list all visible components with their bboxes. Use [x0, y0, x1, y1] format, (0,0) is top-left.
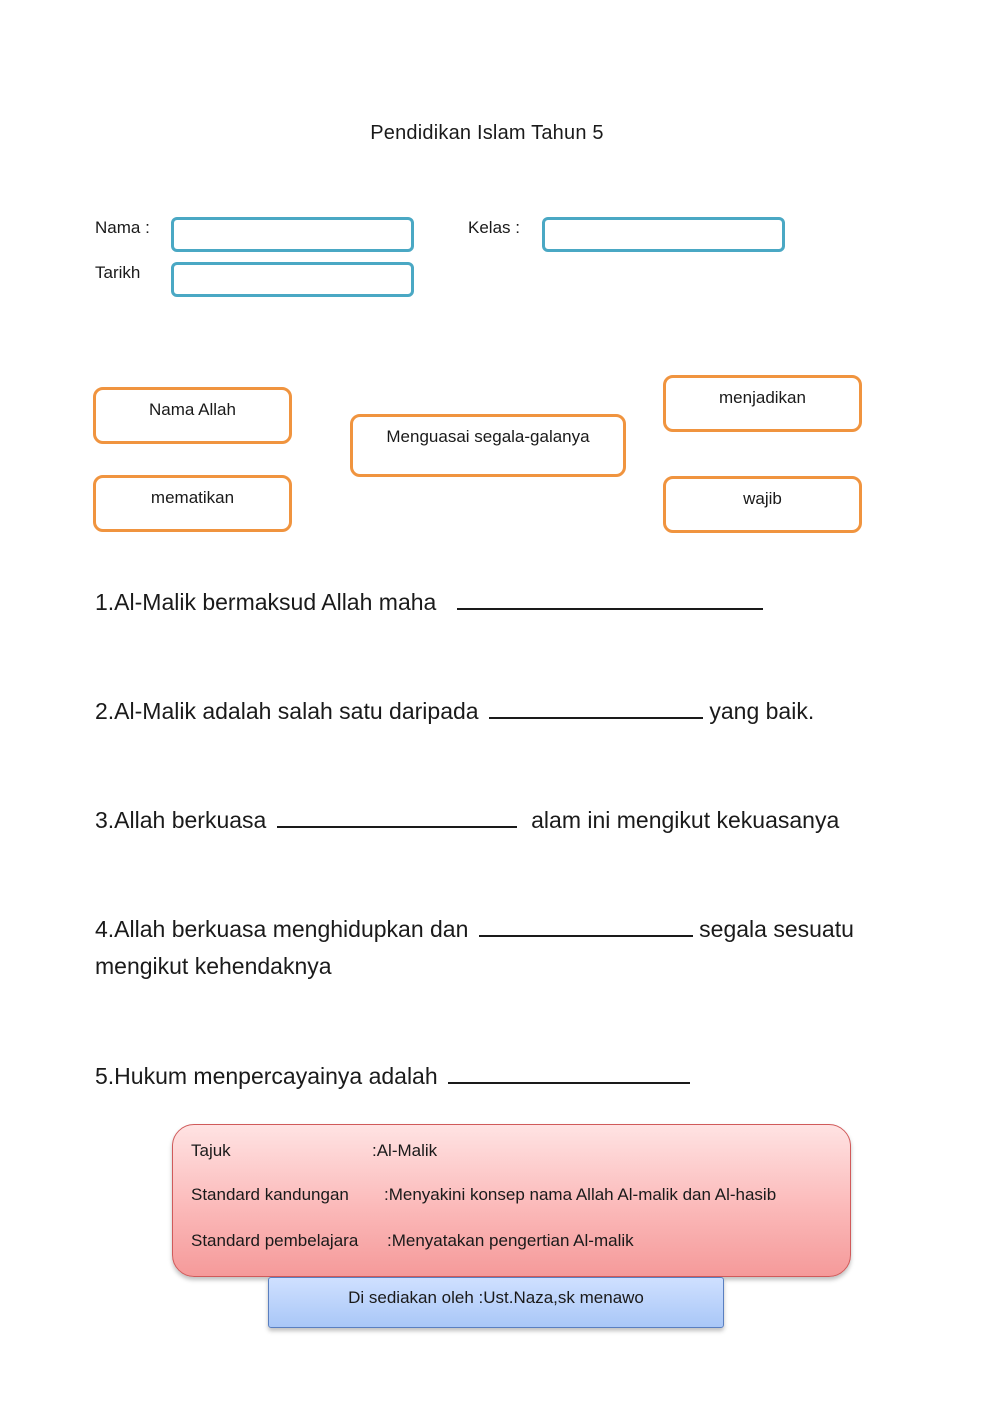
question-3 [95, 802, 839, 839]
question-3-blank[interactable] [277, 802, 517, 828]
word-nama-allah[interactable]: Nama Allah [93, 387, 292, 444]
info-kandungan-row [191, 1185, 776, 1205]
info-pembelajaran-key: Standard pembelajara [191, 1231, 359, 1250]
word-menjadikan[interactable]: menjadikan [663, 375, 862, 432]
lesson-info-box [172, 1124, 851, 1277]
worksheet-title: Pendidikan Islam Tahun 5 [370, 122, 604, 144]
question-1-blank[interactable] [457, 584, 763, 610]
kelas-input-box[interactable] [542, 217, 785, 252]
question-1-text: 1.Al-Malik bermaksud Allah maha [95, 589, 437, 615]
question-5-blank[interactable] [448, 1058, 690, 1084]
info-tajuk-value: :Al-Malik [372, 1141, 438, 1160]
info-tajuk-key: Tajuk [191, 1141, 231, 1160]
question-2 [95, 693, 814, 730]
question-5 [95, 1058, 690, 1095]
question-4-text-after: segala sesuatu [699, 916, 854, 942]
question-3-text-after: alam ini mengikut kekuasanya [531, 807, 840, 833]
question-2-text: 2.Al-Malik adalah salah satu daripada [95, 698, 479, 724]
nama-label: Nama : [95, 218, 150, 237]
kelas-label: Kelas : [468, 218, 520, 237]
question-4 [95, 911, 854, 948]
question-1 [95, 584, 763, 621]
question-5-text: 5.Hukum menpercayainya adalah [95, 1063, 438, 1089]
credit-box: Di sediakan oleh :Ust.Naza,sk menawo [268, 1277, 724, 1328]
question-2-text-after: yang baik. [709, 698, 815, 724]
question-3-text: 3.Allah berkuasa [95, 807, 267, 833]
word-mematikan[interactable]: mematikan [93, 475, 292, 532]
tarikh-label: Tarikh [95, 263, 141, 282]
word-wajib[interactable]: wajib [663, 476, 862, 533]
tarikh-input-box[interactable] [171, 262, 414, 297]
info-kandungan-key: Standard kandungan [191, 1185, 349, 1204]
info-kandungan-value: :Menyakini konsep nama Allah Al-malik dan Al-hasib [384, 1185, 777, 1204]
info-pembelajaran-value: :Menyatakan pengertian Al-malik [387, 1231, 634, 1250]
nama-input-box[interactable] [171, 217, 414, 252]
question-4-line-2: mengikut kehendaknya [95, 953, 332, 979]
info-tajuk-row [191, 1141, 437, 1161]
question-4-text: 4.Allah berkuasa menghidupkan dan [95, 916, 469, 942]
question-4-blank[interactable] [479, 911, 693, 937]
question-2-blank[interactable] [489, 693, 703, 719]
word-menguasai-segala-galanya[interactable]: Menguasai segala-galanya [350, 414, 626, 477]
info-pembelajaran-row [191, 1231, 634, 1251]
